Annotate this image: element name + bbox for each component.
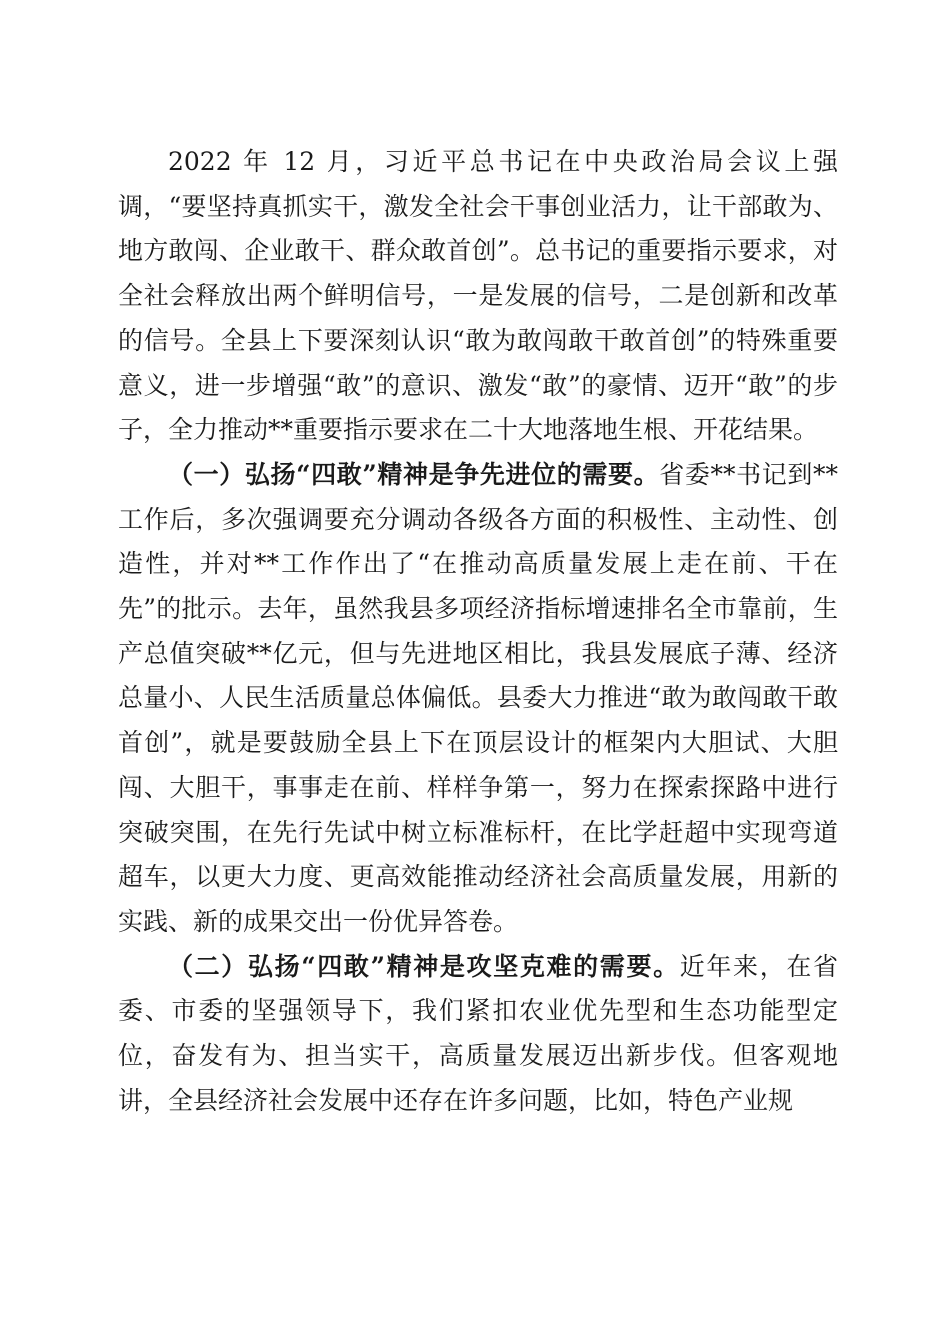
section-1-heading: （一）弘扬“四敢”精神是争先进位的需要。 [168, 459, 660, 489]
paragraph-section-2 [118, 945, 838, 1124]
paragraph-intro-text: 2022 年 12 月，习近平总书记在中央政治局会议上强调，“要坚持真抓实干，激发全社会干事创业活力，让干部敢为、地方敢闯、企业敢干、群众敢首创”。总书记的重要指示要求，对全社会释放出两个鲜明信号，一是发展的信号，二是创新和改革的信号。全县上下要深刻认识“敢为敢闯敢干敢首创”的特殊重要意义，进一步增强“敢”的意识、激发“敢”的豪情、迈开“敢”的步子，全力推动**重要指示要求在二十大地落地生根、开花结果。 [118, 147, 838, 445]
paragraph-intro [118, 140, 838, 453]
document-body [118, 140, 838, 1123]
section-2-text: 近年来，在省委、市委的坚强领导下，我们紧扣农业优先型和生态功能型定位，奋发有为、担当实干，高质量发展迈出新步伐。但客观地讲，全县经济社会发展中还存在许多问题，比如，特色产业规 [118, 951, 838, 1115]
section-1-text: 省委**书记到**工作后，多次强调要充分调动各级各方面的积极性、主动性、创造性，并对**工作作出了“在推动高质量发展上走在前、干在先”的批示。去年，虽然我县多项经济指标增速排名全市靠前，生产总值突破**亿元，但与先进地区相比，我县发展底子薄、经济总量小、人民生活质量总体偏低。县委大力推进“敢为敢闯敢干敢首创”，就是要鼓励全县上下在顶层设计的框架内大胆试、大胆闯、大胆干，事事走在前、样样争第一，努力在探索探路中进行突破突围，在先行先试中树立标准标杆，在比学赶超中实现弯道超车，以更大力度、更高效能推动经济社会高质量发展，用新的实践、新的成果交出一份优异答卷。 [118, 459, 838, 936]
paragraph-section-1 [118, 453, 838, 945]
section-2-heading: （二）弘扬“四敢”精神是攻坚克难的需要。 [168, 951, 680, 981]
